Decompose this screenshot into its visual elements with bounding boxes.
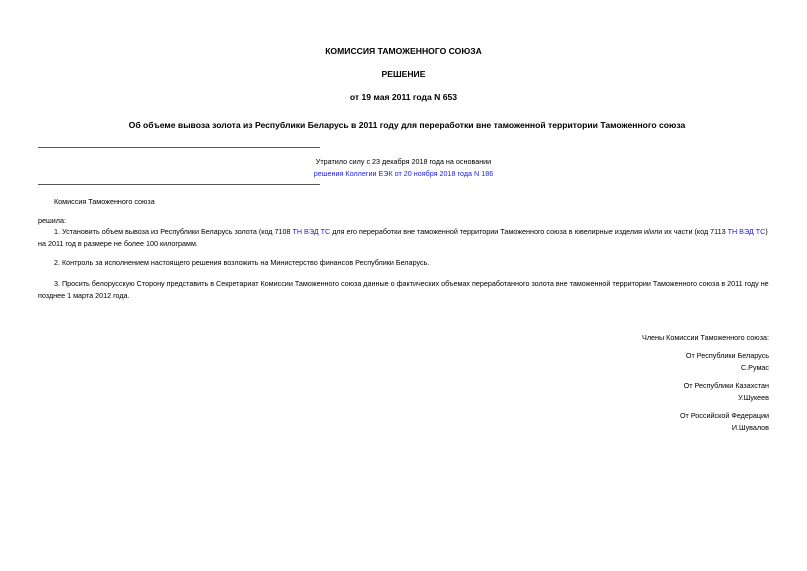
paragraph-3: 3. Просить белорусскую Сторону представить в Секретариат Комиссии Таможенного союза данные о фактических объемах переработанного золота вне таможенной территории Таможенного союза в 2011 году не позднее 1 марта 2012 года. — [38, 279, 769, 300]
doc-type: РЕШЕНИЕ — [381, 69, 426, 79]
signature-name: И.Шувалов — [731, 422, 769, 432]
paragraph-2: 2. Контроль за исполнением настоящего решения возложить на Министерство финансов Республики Беларусь. — [54, 258, 430, 267]
p1-text-b: для его переработки вне таможенной территории Таможенного союза в ювелирные изделия и/или их части (код 7113 — [330, 227, 728, 236]
signature-block — [680, 410, 769, 433]
divider-top — [38, 147, 320, 148]
decided-label: решила: — [38, 216, 66, 225]
doc-title: Об объеме вывоза золота из Республики Беларусь в 2011 году для переработки вне таможенной территории Таможенного союза — [128, 120, 686, 130]
signature-name: С.Румас — [740, 362, 769, 372]
status-note-link[interactable]: решения Коллегии ЕЭК от 20 ноября 2018 года N 186 — [313, 169, 494, 178]
paragraph-1 — [38, 226, 770, 249]
divider-bottom — [38, 184, 320, 185]
status-note-text: Утратило силу с 23 декабря 2018 года на основании — [315, 157, 492, 166]
signature-country: От Республики Казахстан — [683, 381, 769, 390]
signature-block — [686, 350, 769, 373]
signature-name: У.Шукеев — [738, 392, 769, 402]
signature-country: От Российской Федерации — [679, 411, 769, 420]
p1-text-c: ) на 2011 год в размере не более 100 килограмм. — [38, 227, 768, 248]
tn-ved-link-1[interactable]: ТН ВЭД ТС — [292, 227, 331, 236]
issuer: Комиссия Таможенного союза — [54, 197, 155, 206]
signature-block — [684, 380, 769, 403]
status-note — [0, 156, 807, 180]
doc-date-number: от 19 мая 2011 года N 653 — [349, 92, 458, 102]
tn-ved-link-2[interactable]: ТН ВЭД ТС — [727, 227, 766, 236]
signatures-heading: Члены Комиссии Таможенного союза: — [642, 333, 769, 342]
org-name: КОМИССИЯ ТАМОЖЕННОГО СОЮЗА — [325, 46, 482, 56]
p1-text-a: 1. Установить объем вывоза из Республики Беларусь золота (код 7108 — [54, 227, 293, 236]
signature-country: От Республики Беларусь — [685, 351, 769, 360]
